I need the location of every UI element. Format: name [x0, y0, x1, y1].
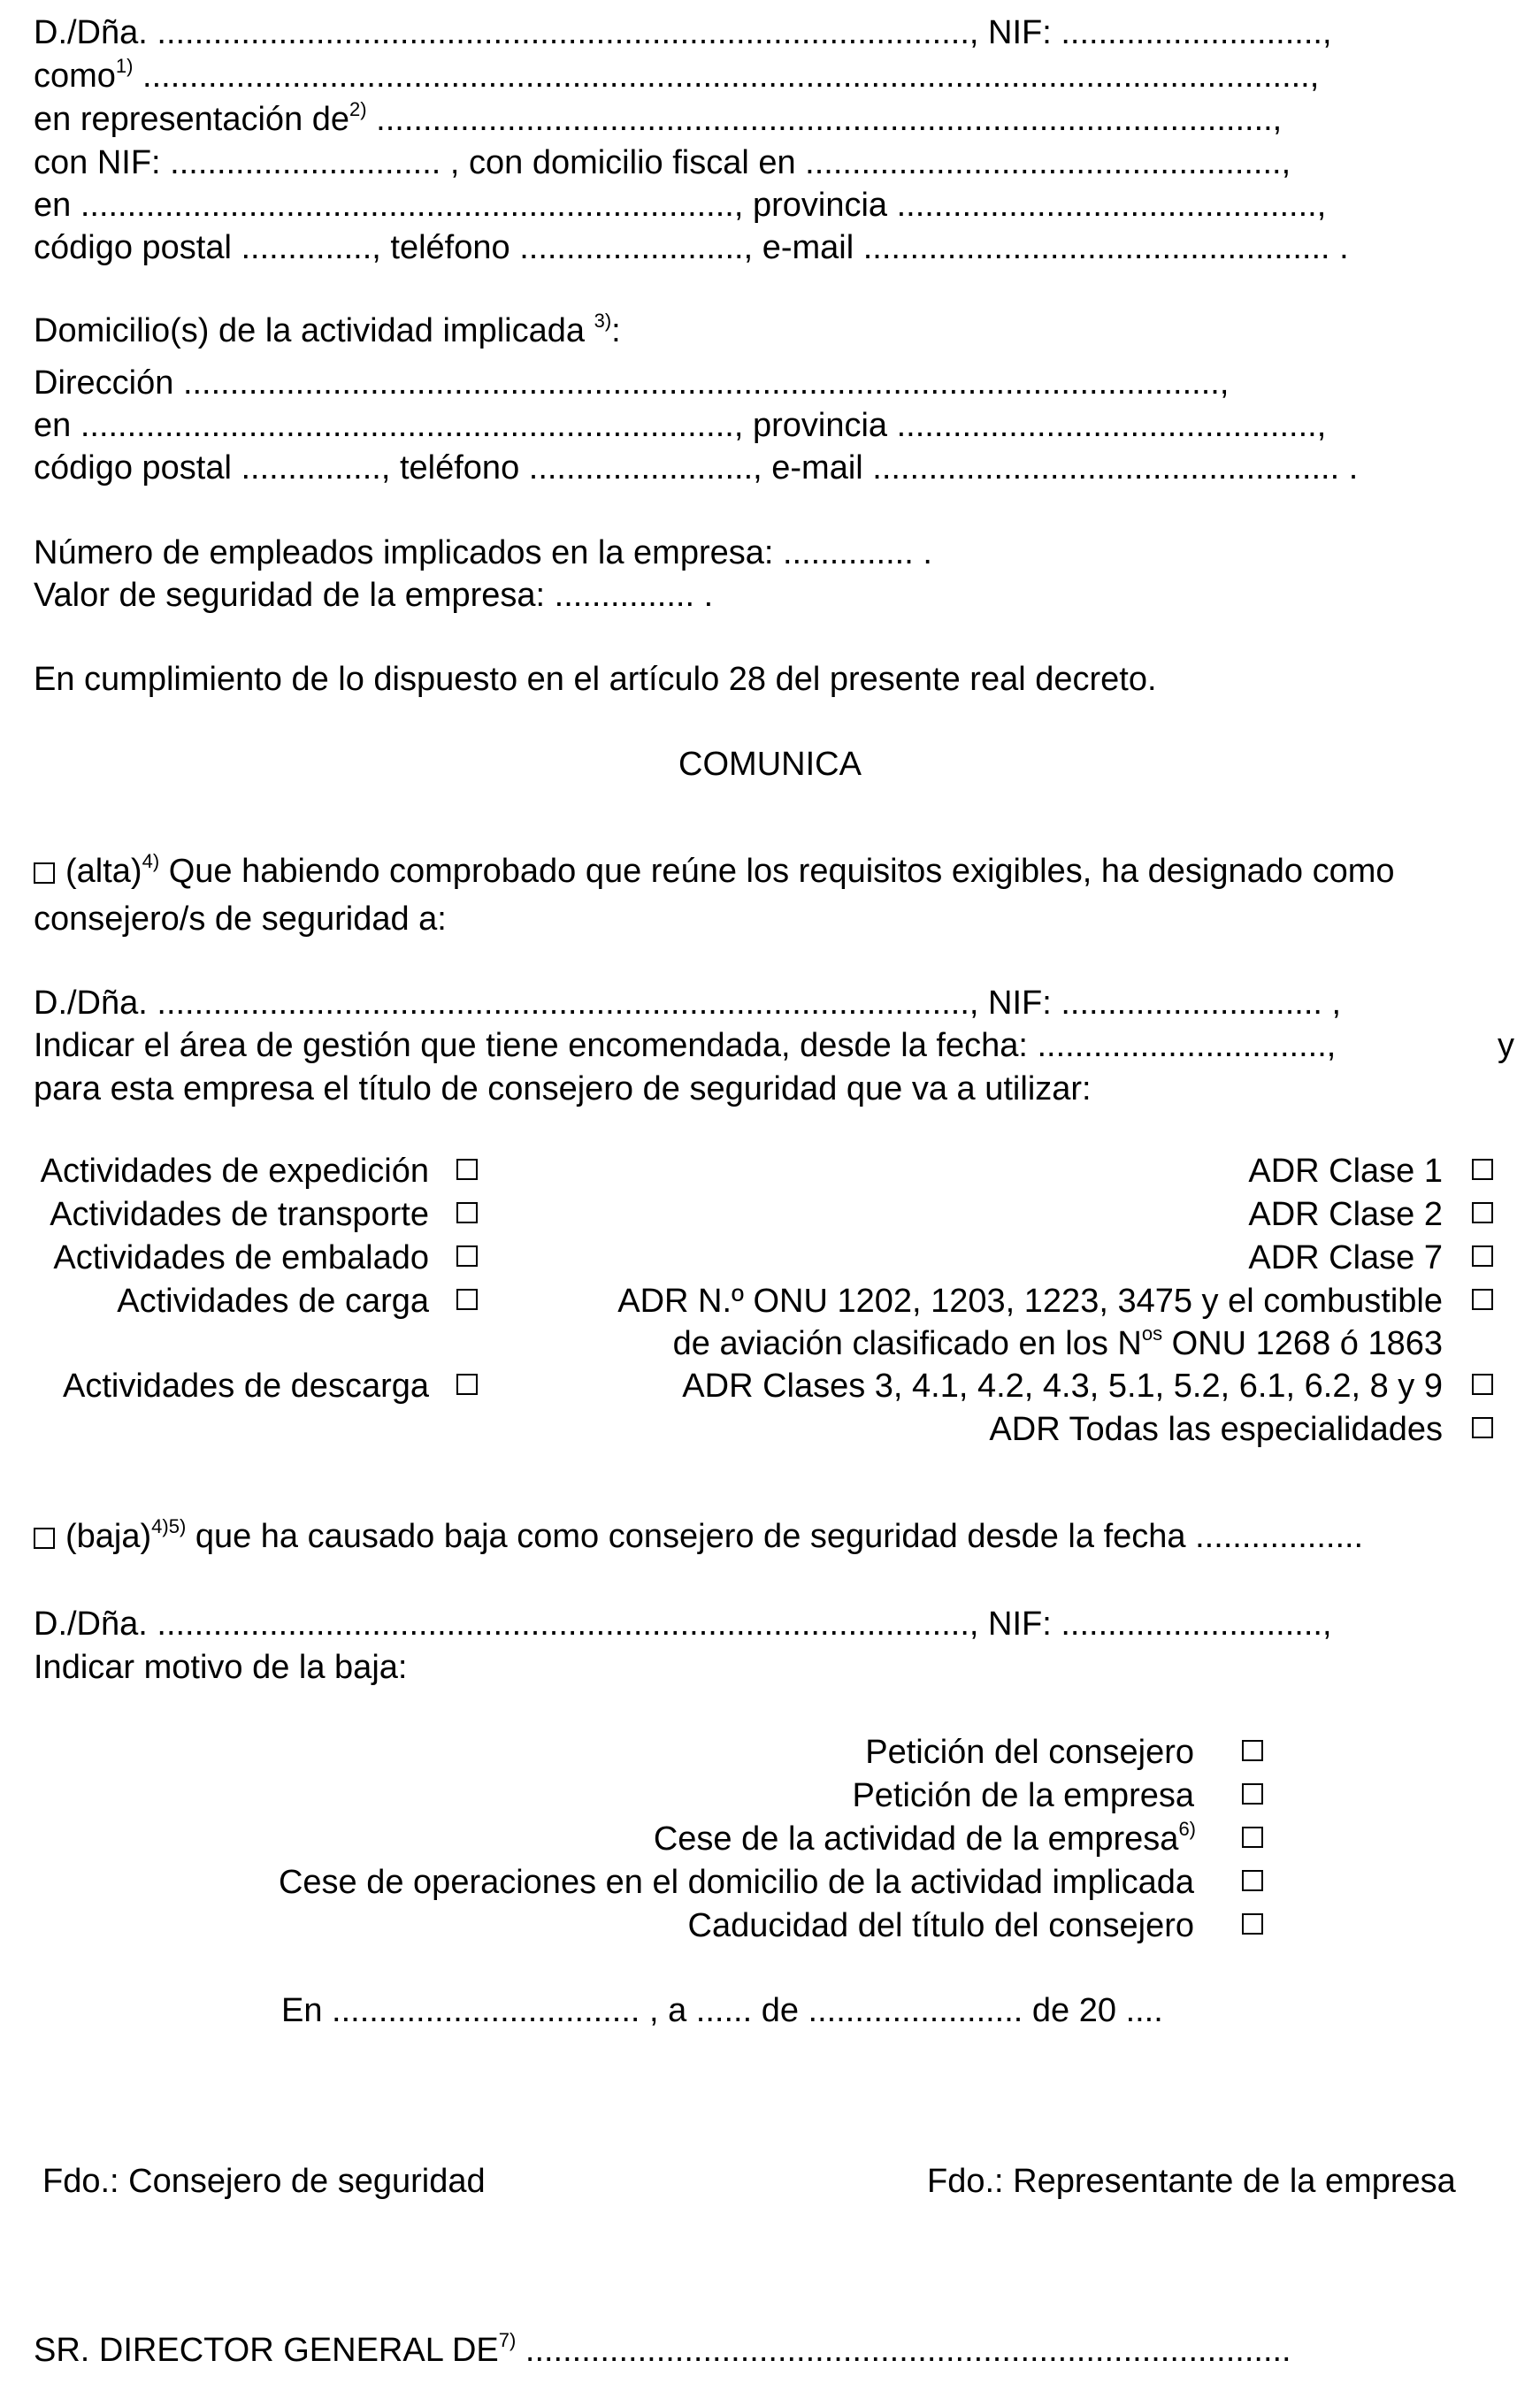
director-general-label: SR. DIRECTOR GENERAL DE — [34, 2332, 499, 2369]
header-line-representacion — [34, 98, 1283, 138]
footnote-ref: 1) — [115, 55, 134, 77]
actividad-embalado: Actividades de embalado — [53, 1239, 429, 1276]
adr-onu-line-2 — [495, 1322, 1443, 1362]
adr-clase-7: ADR Clase 7 — [1248, 1239, 1443, 1276]
domicilio-label — [34, 310, 621, 349]
actividad-expedicion: Actividades de expedición — [40, 1153, 429, 1190]
adr-todas: ADR Todas las especialidades — [989, 1411, 1443, 1448]
header-line-nif-domicilio: con NIF: ............................. , con domicilio fiscal en ..................................................., — [34, 144, 1291, 181]
actividad-transporte: Actividades de transporte — [50, 1196, 429, 1233]
adr-onu-line-2-b: ONU 1268 ó 1863 — [1162, 1325, 1443, 1362]
motivo-caducidad-titulo: Caducidad del título del consejero — [687, 1907, 1194, 1944]
motivo-cese-actividad-text: Cese de la actividad de la empresa — [653, 1820, 1179, 1858]
firma-representante: Fdo.: Representante de la empresa — [927, 2163, 1456, 2200]
actividad-transporte-checkbox[interactable] — [456, 1202, 478, 1223]
motivo-peticion-empresa: Petición de la empresa — [852, 1777, 1194, 1814]
motivo-cese-actividad-checkbox[interactable] — [1242, 1827, 1263, 1848]
actividad-carga-checkbox[interactable] — [456, 1289, 478, 1310]
alta-checkbox[interactable] — [34, 862, 55, 884]
adr-clase-1: ADR Clase 1 — [1248, 1153, 1443, 1190]
domicilio-label-text: Domicilio(s) de la actividad implicada — [34, 312, 594, 349]
director-general-field[interactable]: .................................................................................. — [516, 2332, 1291, 2369]
comunica-heading: COMUNICA — [678, 746, 862, 783]
alta-titulo-line: para esta empresa el título de consejero de seguridad que va a utilizar: — [34, 1070, 1092, 1107]
baja-line — [34, 1515, 1364, 1555]
baja-label: (baja) — [65, 1518, 152, 1555]
empleados-line: Número de empleados implicados en la empresa: .............. . — [34, 534, 932, 571]
actividad-expedicion-checkbox[interactable] — [456, 1159, 478, 1180]
footnote-ref: 4)5) — [151, 1515, 187, 1537]
motivo-cese-operaciones-checkbox[interactable] — [1242, 1870, 1263, 1891]
representacion-label: en representación de — [34, 101, 350, 138]
lugar-fecha-line: En ................................. , a ...... de ....................... de 20 .... — [281, 1992, 1163, 2029]
superscript: os — [1141, 1322, 1163, 1345]
baja-text: que ha causado baja como consejero de seguridad desde la fecha .................. — [186, 1518, 1364, 1555]
domicilio-direccion: Dirección ..............................................................................................................., — [34, 364, 1230, 402]
alta-dna-line: D./Dña. ......................................................................................., NIF: ............................ , — [34, 985, 1342, 1022]
adr-clase-2-checkbox[interactable] — [1472, 1202, 1493, 1223]
alta-text: Que habiendo comprobado que reúne los requisitos exigibles, ha designado como — [159, 853, 1395, 890]
header-line-contacto: código postal .............., teléfono ........................, e-mail .................................................. . — [34, 229, 1349, 266]
adr-onu-line-2-a: de aviación clasificado en los N — [672, 1325, 1142, 1362]
alta-label: (alta) — [65, 853, 142, 890]
footnote-ref: 4) — [142, 850, 160, 872]
como-field[interactable]: ............................................................................................................................., — [133, 57, 1320, 95]
representacion-field[interactable]: ................................................................................................, — [366, 101, 1283, 138]
adr-clases-varias-checkbox[interactable] — [1472, 1374, 1493, 1395]
adr-clase-7-checkbox[interactable] — [1472, 1245, 1493, 1267]
footnote-ref: 6) — [1178, 1818, 1196, 1840]
alta-area-line: Indicar el área de gestión que tiene encomendada, desde la fecha: ..............................., — [34, 1027, 1337, 1064]
alta-line — [34, 850, 1395, 890]
actividad-carga: Actividades de carga — [117, 1283, 429, 1320]
adr-clases-varias: ADR Clases 3, 4.1, 4.2, 4.3, 5.1, 5.2, 6.1, 6.2, 8 y 9 — [682, 1368, 1443, 1405]
footnote-ref: 3) — [594, 310, 612, 332]
actividad-descarga: Actividades de descarga — [62, 1368, 429, 1405]
alta-area-y: y — [1498, 1027, 1514, 1064]
motivo-cese-operaciones: Cese de operaciones en el domicilio de la actividad implicada — [278, 1864, 1194, 1901]
firma-consejero: Fdo.: Consejero de seguridad — [42, 2163, 486, 2200]
director-general-line — [34, 2329, 1291, 2369]
motivo-peticion-empresa-checkbox[interactable] — [1242, 1783, 1263, 1805]
actividad-embalado-checkbox[interactable] — [456, 1245, 478, 1267]
actividad-descarga-checkbox[interactable] — [456, 1374, 478, 1395]
footnote-ref: 2) — [349, 98, 367, 120]
motivo-caducidad-titulo-checkbox[interactable] — [1242, 1913, 1263, 1935]
footnote-ref: 7) — [498, 2329, 517, 2351]
baja-checkbox[interactable] — [34, 1528, 55, 1549]
motivo-peticion-consejero-checkbox[interactable] — [1242, 1740, 1263, 1761]
alta-line-2: consejero/s de seguridad a: — [34, 900, 447, 938]
header-line-provincia: en ......................................................................, provincia ............................................., — [34, 187, 1327, 224]
adr-onu-line-1: ADR N.º ONU 1202, 1203, 1223, 3475 y el combustible — [617, 1283, 1443, 1320]
motivo-cese-actividad — [88, 1818, 1196, 1858]
adr-clase-1-checkbox[interactable] — [1472, 1159, 1493, 1180]
header-line-como — [34, 55, 1320, 95]
motivo-peticion-consejero: Petición del consejero — [865, 1734, 1194, 1771]
como-label: como — [34, 57, 116, 95]
domicilio-contacto: código postal ..............., teléfono ........................, e-mail .................................................. . — [34, 449, 1359, 487]
domicilio-label-colon: : — [611, 312, 621, 349]
adr-onu-checkbox[interactable] — [1472, 1289, 1493, 1310]
valor-seguridad-line: Valor de seguridad de la empresa: ............... . — [34, 577, 714, 614]
baja-motivo-label: Indicar motivo de la baja: — [34, 1649, 408, 1686]
cumplimiento-text: En cumplimiento de lo dispuesto en el artículo 28 del presente real decreto. — [34, 661, 1157, 698]
adr-todas-checkbox[interactable] — [1472, 1417, 1493, 1438]
baja-dna-line: D./Dña. ......................................................................................., NIF: ............................, — [34, 1605, 1332, 1643]
header-line-dna: D./Dña. ......................................................................................., NIF: ............................, — [34, 14, 1332, 51]
domicilio-provincia: en ......................................................................, provincia ............................................., — [34, 407, 1327, 444]
adr-clase-2: ADR Clase 2 — [1248, 1196, 1443, 1233]
